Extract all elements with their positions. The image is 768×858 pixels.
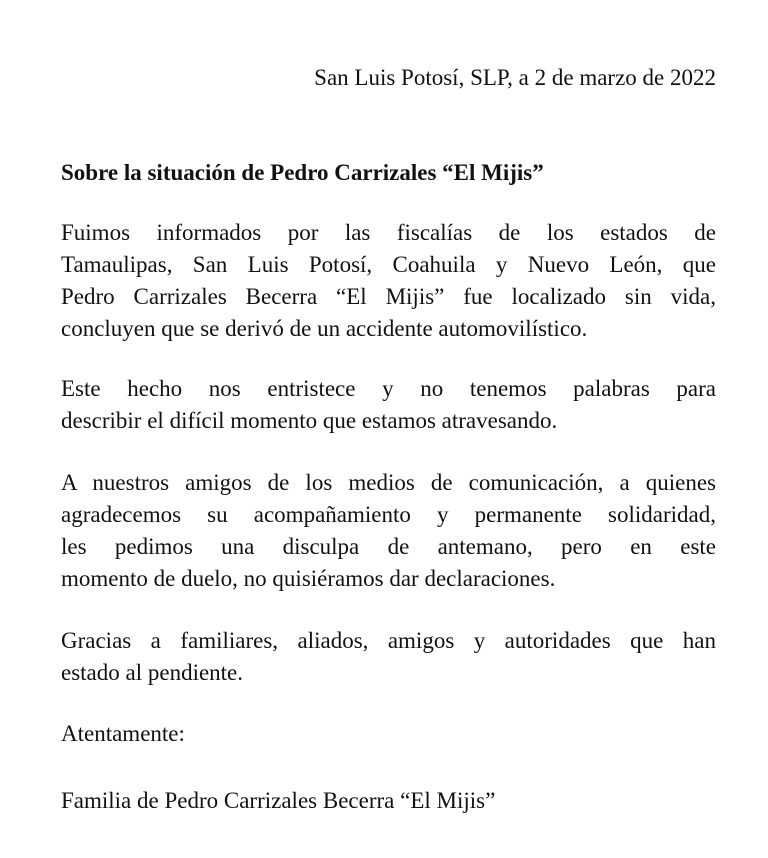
paragraph-1-line-1: Fuimos informados por las fiscalías de los estados de bbox=[61, 220, 716, 245]
paragraph-3-line-1: A nuestros amigos de los medios de comunicación, a quienes bbox=[61, 470, 716, 495]
paragraph-3-line-2: agradecemos su acompañamiento y permanente solidaridad, bbox=[61, 502, 716, 527]
signature: Familia de Pedro Carrizales Becerra “El Mijis” bbox=[61, 788, 496, 813]
paragraph-3-line-4: momento de duelo, no quisiéramos dar declaraciones. bbox=[61, 566, 556, 591]
paragraph-1-line-2: Tamaulipas, San Luis Potosí, Coahuila y Nuevo León, que bbox=[61, 252, 716, 277]
paragraph-2-line-1: Este hecho nos entristece y no tenemos palabras para bbox=[61, 376, 716, 401]
paragraph-2-line-2: describir el difícil momento que estamos atravesando. bbox=[61, 408, 558, 433]
closing: Atentamente: bbox=[61, 721, 185, 746]
paragraph-4-line-2: estado al pendiente. bbox=[61, 660, 244, 685]
paragraph-1-line-3: Pedro Carrizales Becerra “El Mijis” fue localizado sin vida, bbox=[61, 284, 716, 309]
paragraph-4-line-1: Gracias a familiares, aliados, amigos y autoridades que han bbox=[61, 628, 716, 653]
letter-subject: Sobre la situación de Pedro Carrizales “El Mijis” bbox=[61, 160, 544, 185]
paragraph-3-line-3: les pedimos una disculpa de antemano, pero en este bbox=[61, 534, 716, 559]
paragraph-1-line-4: concluyen que se derivó de un accidente automovilístico. bbox=[61, 316, 588, 341]
letter-date: San Luis Potosí, SLP, a 2 de marzo de 2022 bbox=[314, 65, 716, 90]
